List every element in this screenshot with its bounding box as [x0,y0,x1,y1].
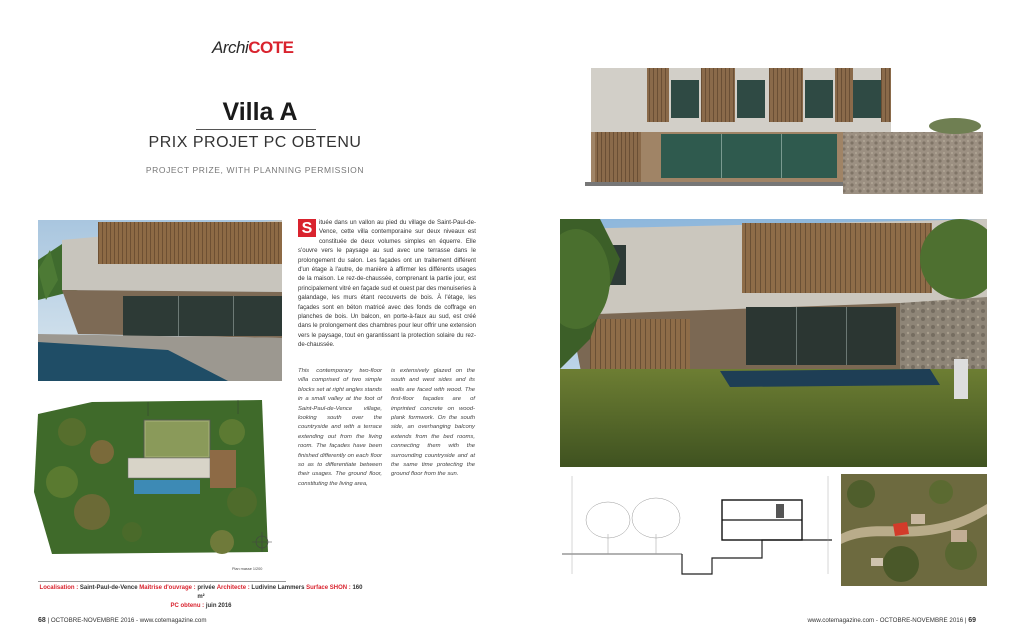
page-title: Villa A [222,98,298,126]
footer-left: 68 | OCTOBRE-NOVEMBRE 2016 - www.cotemagazine.com [38,617,207,624]
body-text-en-col1: This contemporary two-floor villa comprised of two simple blocks set at right angles stands in a small valley at the foot of Saint-Paul-de-Vence village, looking south over the countryside and with a terrace extending out from the living room. The façades have been finished differently on each floor so as to differentiate between their usages. The ground floor, constituting the living area, [298,368,382,487]
page-subtitle-english: PROJECT PRIZE, WITH PLANNING PERMISSION [145,165,365,175]
villa-elevation [585,62,985,194]
drop-cap: S [298,219,316,237]
body-text-fr [298,218,476,350]
plan-scale-label: Plan masse 1/200 [232,567,263,571]
page-number-left: 68 [38,617,46,624]
title-divider [196,129,316,130]
archicote-logo: ArchiCOTE [212,38,294,57]
footer-right: www.cotemagazine.com - OCTOBRE-NOVEMBRE 2016 | 69 [807,617,976,624]
section-drawing [562,474,832,586]
info-divider [38,581,286,582]
page-number-right: 69 [968,617,976,624]
body-text-en-col2: is extensively glazed on the south and west sides and its walls are faced with wood. The first-floor façades are of imprinted concrete on wood-plank formwork. On the south side, an overhanging balcony extends from the bed rooms, connecting them with the surrounding countryside and at the same time protecting the ground floor from the sun. [391,368,475,478]
villa-render-garden [560,219,987,467]
page-subtitle: PRIX PROJET PC OBTENU [148,134,362,151]
body-text-fr-content: ituée dans un vallon au pied du village de Saint-Paul-de-Vence, cette villa contemporaine sur deux niveaux est constituée de deux volumes simples en équerre. Elle s'ouvre vers le paysage au sud avec une terrasse dans le prolongement du salon. Les façades ont un traitement différent d'un étage à l'autre, de manière à affirmer les différents usages de la maison. Le rez-de-chaussée, comprenant la partie jour, est principalement vitré en façade sud et ouest par des menuiseries à galandage, les murs étant recouverts de bois. À l'étage, les façades sont en béton matricé avec des fonds de coffrage en planches de bois. Un balcon, en porte-à-faux au sud, est créé dans le prolongement des chambres pour leur offrir une extension vers le paysage, tout en garantissant la protection solaire du rez-de-chaussée. [298,219,476,349]
aerial-photo [841,474,987,586]
project-info: Localisation : Saint-Paul-de-Vence Maîtrise d'ouvrage : privée Architecte : Ludivine Lammers Surface SHON : 160 m² PC obtenu : juin 2016 [39,585,363,609]
site-plan [32,392,284,574]
villa-render-pool [38,220,282,381]
